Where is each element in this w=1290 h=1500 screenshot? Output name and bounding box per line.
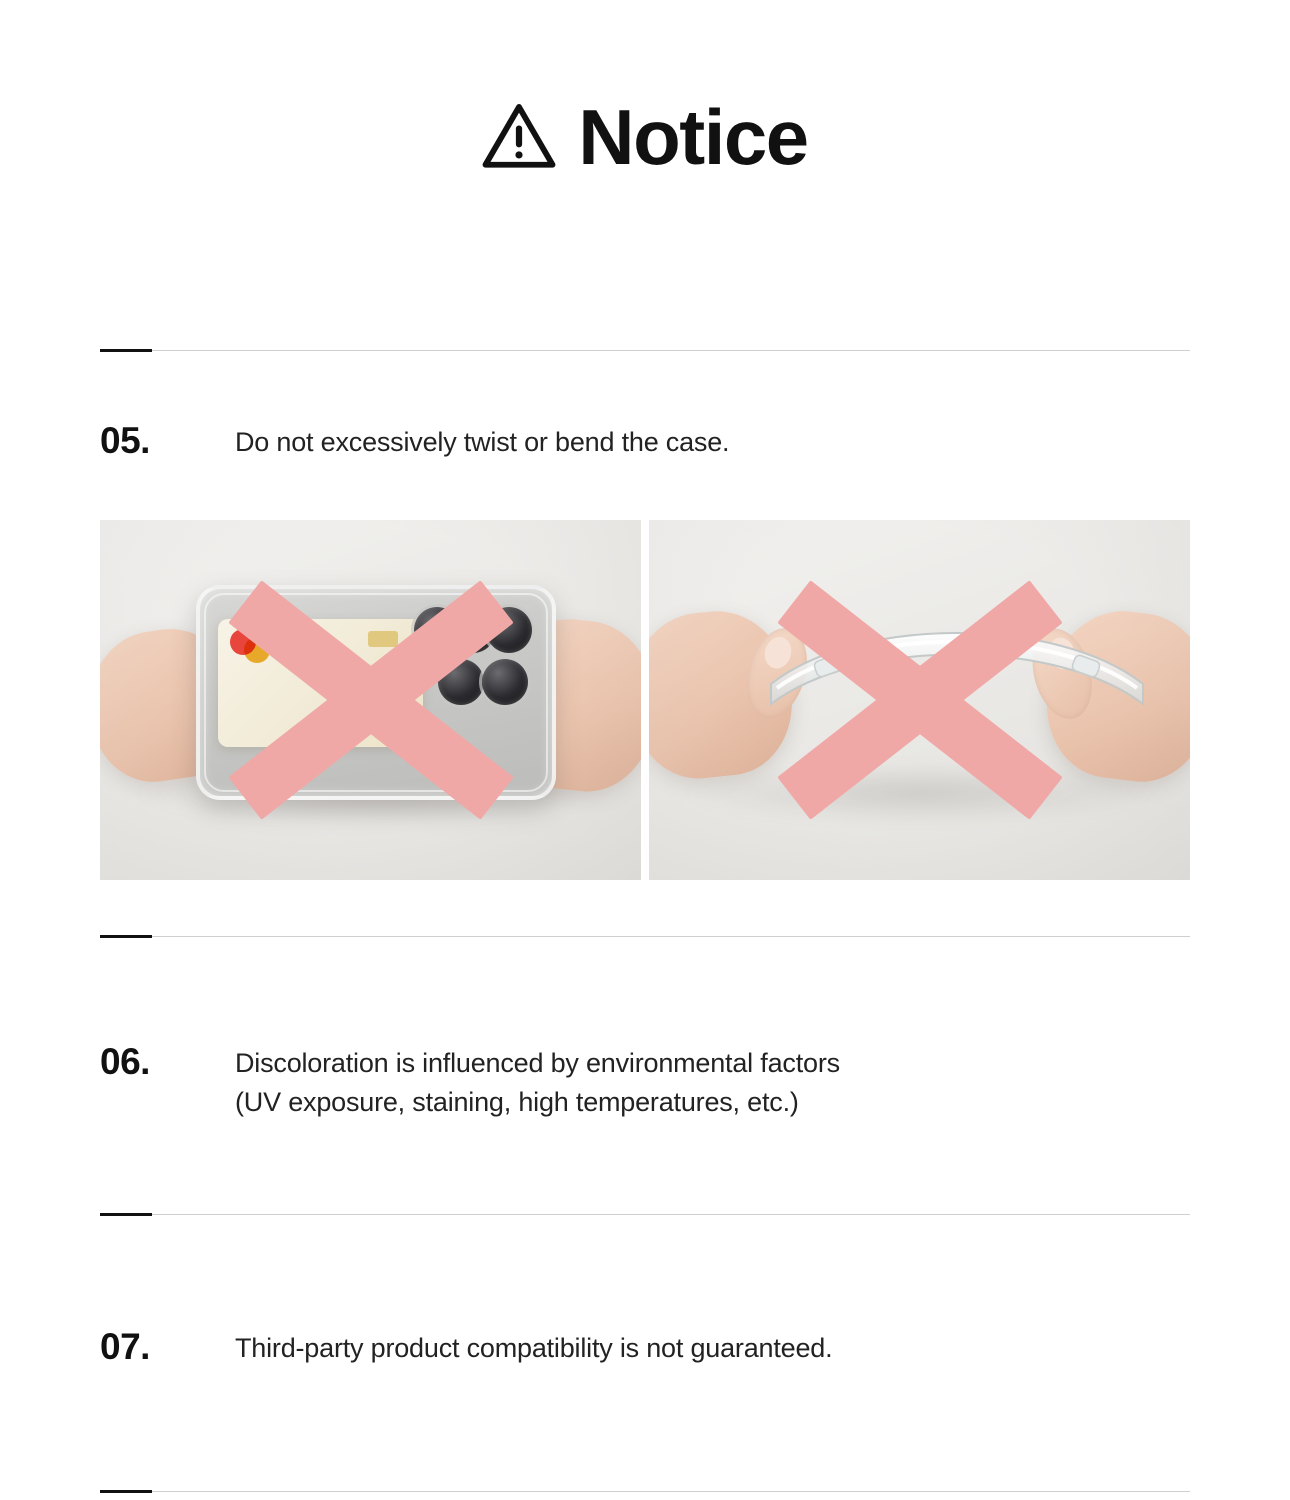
notice-header <box>0 0 1290 181</box>
notice-item-text <box>235 421 729 462</box>
notice-item-number: 06. <box>100 1041 150 1083</box>
notice-item-06 <box>100 1042 1190 1122</box>
notice-item-number: 05. <box>100 420 150 461</box>
divider-2 <box>100 936 1190 937</box>
notice-item-text-line2: (UV exposure, staining, high temperatures, etc.) <box>235 1087 799 1118</box>
warning-triangle-icon <box>482 100 556 174</box>
photo-bending-case <box>649 520 1190 880</box>
photo-row <box>100 520 1190 880</box>
notice-item-text-line1: Third-party product compatibility is not guaranteed. <box>235 1333 833 1364</box>
divider-4 <box>100 1491 1190 1492</box>
divider-1 <box>100 350 1190 351</box>
notice-item-05 <box>100 421 1190 462</box>
page-title: Notice <box>578 93 808 181</box>
photo-case-with-card <box>100 520 641 880</box>
notice-item-07 <box>100 1327 1190 1368</box>
notice-item-text-line1: Do not excessively twist or bend the case. <box>235 427 730 457</box>
notice-item-text-line1: Discoloration is influenced by environmental factors <box>235 1048 840 1079</box>
notice-item-text <box>235 1042 840 1122</box>
notice-item-text <box>235 1327 832 1368</box>
notice-item-number: 07. <box>100 1326 150 1368</box>
divider-3 <box>100 1214 1190 1215</box>
